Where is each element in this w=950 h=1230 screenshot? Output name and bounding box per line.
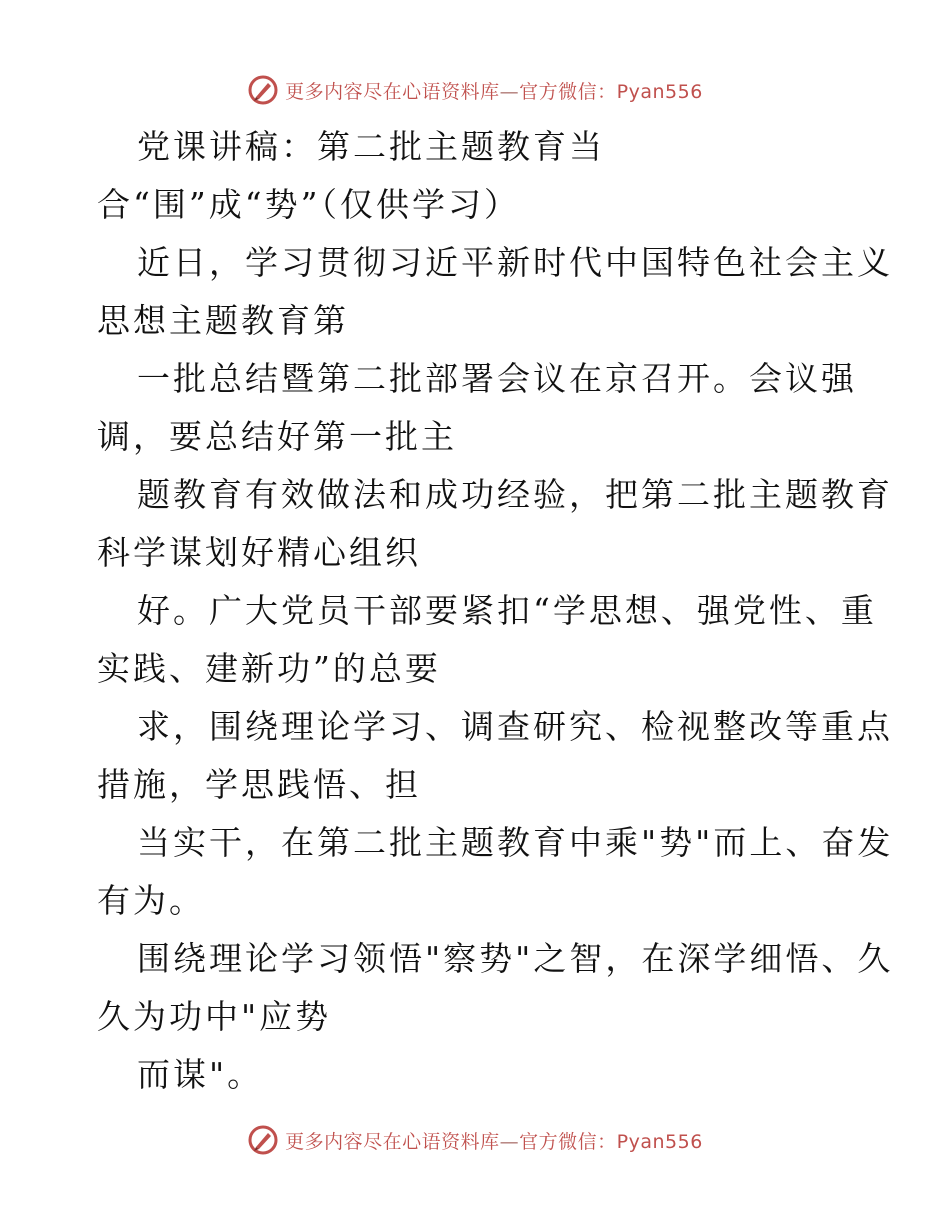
text-line: 科学谋划好精心组织 [97, 533, 421, 572]
header-banner [0, 70, 950, 110]
banner-wechat: 官方微信：Pyan556 [519, 1130, 703, 1153]
header-banner-text [285, 77, 703, 104]
banner-dash: — [499, 1130, 520, 1153]
banner-brand: 更多内容尽在心语资料库 [285, 80, 500, 103]
text-line: 好。广大党员干部要紧扣“学思想、强党性、重 [137, 591, 877, 630]
text-line: 有为。 [97, 881, 205, 920]
footer-banner-text [285, 1127, 703, 1154]
text-line: 久为功中"应势 [97, 997, 332, 1036]
banner-brand: 更多内容尽在心语资料库 [285, 1130, 500, 1153]
text-line: 实践、建新功”的总要 [97, 649, 441, 688]
text-line: 而谋"。 [137, 1055, 264, 1094]
banner-wechat: 官方微信：Pyan556 [519, 80, 703, 103]
text-line: 求，围绕理论学习、调查研究、检视整改等重点 [137, 707, 893, 746]
text-line: 调，要总结好第一批主 [97, 417, 457, 456]
title-line-2: 合“围”成“势”（仅供学习） [97, 185, 520, 224]
pen-logo-icon [247, 1124, 279, 1156]
text-line: 近日，学习贯彻习近平新时代中国特色社会主义 [137, 243, 893, 282]
title-line-1: 党课讲稿：第二批主题教育当 [137, 127, 605, 166]
text-line: 措施，学思践悟、担 [97, 765, 421, 804]
document-body [97, 118, 894, 1104]
footer-banner [0, 1120, 950, 1160]
banner-dash: — [499, 80, 520, 103]
text-line: 一批总结暨第二批部署会议在京召开。会议强 [137, 359, 857, 398]
text-line: 围绕理论学习领悟"察势"之智，在深学细悟、久 [137, 939, 894, 978]
pen-logo-icon [247, 74, 279, 106]
text-line: 思想主题教育第 [97, 301, 349, 340]
text-line: 题教育有效做法和成功经验，把第二批主题教育 [137, 475, 893, 514]
text-line: 当实干，在第二批主题教育中乘"势"而上、奋发 [137, 823, 894, 862]
